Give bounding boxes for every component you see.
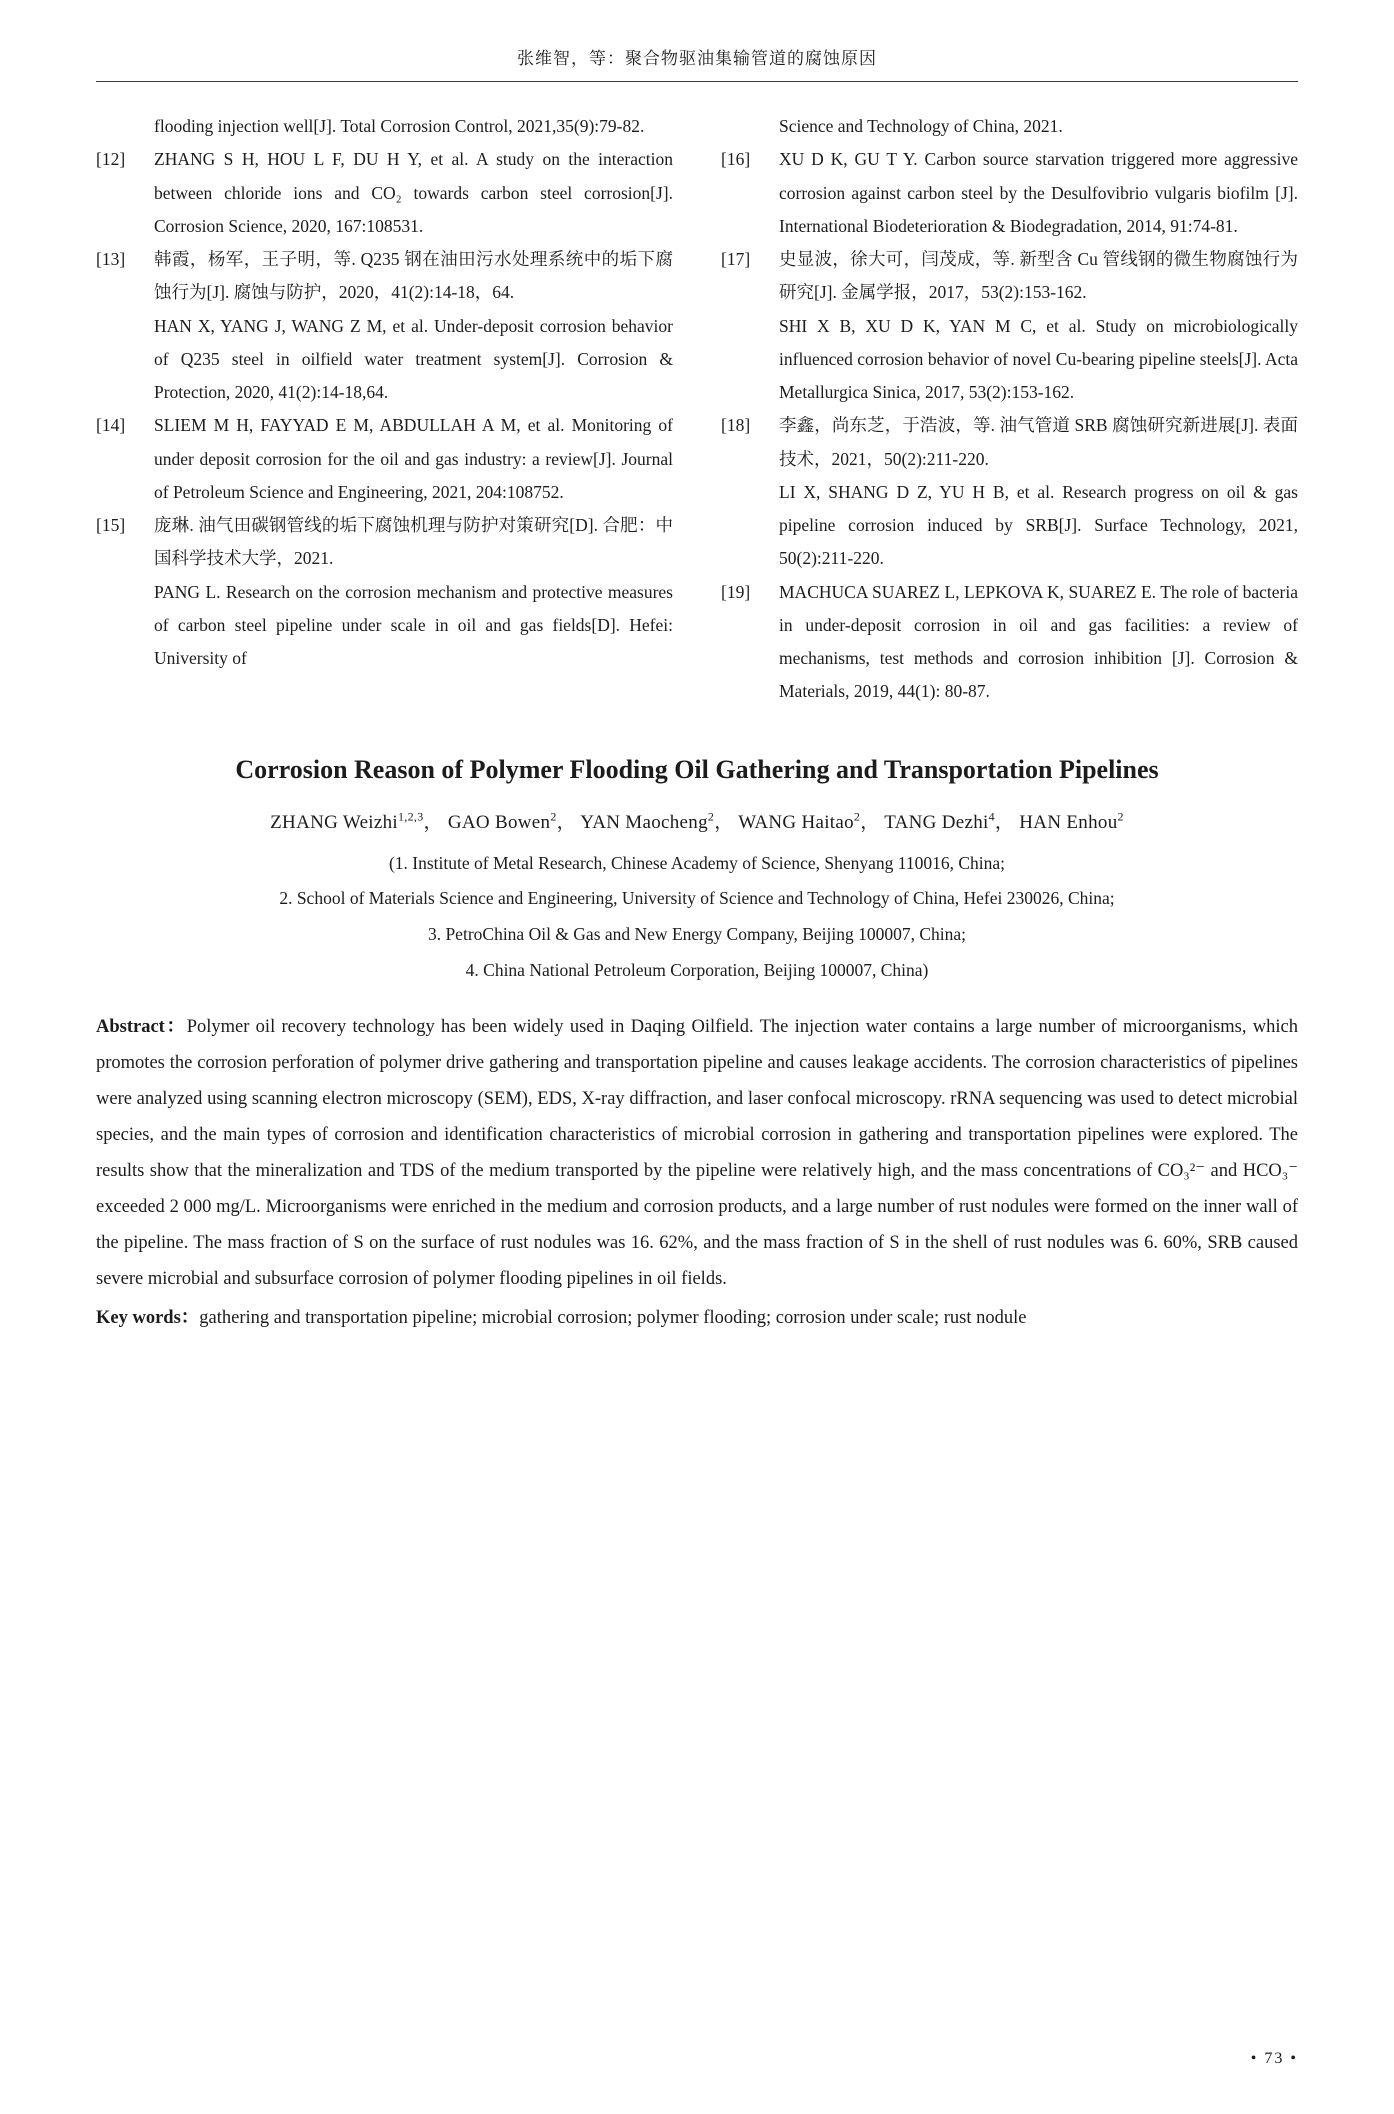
page-header xyxy=(96,44,1298,82)
author-name: WANG Haitao xyxy=(738,811,854,833)
reference-body xyxy=(154,143,673,243)
reference-body xyxy=(154,409,673,509)
author-name: GAO Bowen xyxy=(447,811,551,833)
reference-text: 韩霞，杨军，王子明，等. Q235 钢在油田污水处理系统中的垢下腐蚀行为[J]. 腐蚀与防护，2020，41(2):14-18，64. xyxy=(154,249,673,303)
reference-text: PANG L. Research on the corrosion mechanism and protective measures of carbon steel pipeline under scale in oil and gas fields[D]. Hefei: University of xyxy=(154,581,673,668)
reference-entry xyxy=(96,409,673,509)
keywords-paragraph xyxy=(96,1300,1298,1336)
author-separator: ， xyxy=(714,811,739,833)
affiliations xyxy=(96,846,1298,990)
keywords-label: Key words： xyxy=(96,1307,200,1328)
reference-body xyxy=(154,110,673,143)
keywords-text: gathering and transportation pipeline; microbial corrosion; polymer flooding; corrosion under scale; rust nodule xyxy=(199,1307,1027,1328)
author-separator: ， xyxy=(423,811,448,833)
reference-body xyxy=(779,409,1298,575)
reference-entry xyxy=(96,143,673,243)
author-name: TANG Dezhi xyxy=(884,811,989,833)
author-superscript: 4 xyxy=(988,809,995,824)
author xyxy=(884,809,1020,833)
article-header xyxy=(96,755,1298,990)
reference-id: [17] xyxy=(721,249,751,269)
reference-text: 庞琳. 油气田碳钢管线的垢下腐蚀机理与防护对策研究[D]. 合肥：中国科学技术大学，2021. xyxy=(154,515,673,569)
reference-entry xyxy=(96,110,673,143)
author-name: HAN Enhou xyxy=(1019,811,1118,833)
references-section xyxy=(96,110,1298,709)
reference-id: [12] xyxy=(96,149,126,170)
reference-text: flooding injection well[J]. Total Corrosion Control, 2021,35(9):79-82. xyxy=(154,116,645,136)
author xyxy=(1019,809,1124,833)
reference-body xyxy=(154,509,673,675)
reference-text: Science and Technology of China, 2021. xyxy=(779,116,1063,136)
author xyxy=(738,809,885,833)
reference-body xyxy=(779,243,1298,409)
running-head: 张维智，等：聚合物驱油集输管道的腐蚀原因 xyxy=(517,49,877,68)
reference-text: ZHANG S H, HOU L F, DU H Y, et al. A study on the interaction between chloride ions and CO₂ towards carbon steel corrosion[J]. Corrosion Science, 2020, 167:108531. xyxy=(154,149,673,236)
reference-text: HAN X, YANG J, WANG Z M, et al. Under-deposit corrosion behavior of Q235 steel in oilfield water treatment system[J]. Corrosion & Protection, 2020, 41(2):14-18,64. xyxy=(154,315,673,402)
reference-text: SLIEM M H, FAYYAD E M, ABDULLAH A M, et al. Monitoring of under deposit corrosion for the oil and gas industry: a review[J]. Journal of Petroleum Science and Engineering, 2021, 204:108752. xyxy=(154,415,673,502)
author xyxy=(580,809,739,833)
reference-entry xyxy=(721,110,1298,143)
affiliation-line: 4. China National Petroleum Corporation, Beijing 100007, China) xyxy=(465,960,929,981)
reference-text: XU D K, GU T Y. Carbon source starvation triggered more aggressive corrosion against carbon steel by the Desulfovibrio vulgaris biofilm [J]. International Biodeterioration & Biodegradation, 2014, 91:74-81. xyxy=(779,149,1298,236)
reference-entry xyxy=(721,409,1298,575)
author-superscript: 1,2,3 xyxy=(398,809,424,824)
reference-id: [19] xyxy=(721,581,751,602)
reference-body xyxy=(779,110,1298,143)
reference-text: LI X, SHANG D Z, YU H B, et al. Research progress on oil & gas pipeline corrosion induced by SRB[J]. Surface Technology, 2021, 50(2):211-220. xyxy=(779,481,1298,569)
author-name: YAN Maocheng xyxy=(580,811,708,833)
reference-text: 李鑫，尚东芝，于浩波，等. 油气管道 SRB 腐蚀研究新进展[J]. 表面技术，2021，50(2):211-220. xyxy=(779,415,1298,469)
author-superscript: 2 xyxy=(707,809,715,824)
reference-text: MACHUCA SUAREZ L, LEPKOVA K, SUAREZ E. The role of bacteria in under-deposit corrosion in oil and gas facilities: a review of mechanisms, test methods and corrosion inhibition [J]. Corrosion & Materials, 2019, 44(1): 80-87. xyxy=(779,581,1298,702)
author-separator: ， xyxy=(860,811,885,833)
author-superscript: 2 xyxy=(550,809,557,824)
abstract-paragraph xyxy=(96,1009,1298,1298)
references-left-column xyxy=(96,110,673,709)
reference-entry xyxy=(721,143,1298,243)
reference-id: [15] xyxy=(96,515,126,535)
abstract-label: Abstract： xyxy=(96,1017,187,1037)
article-title: Corrosion Reason of Polymer Flooding Oil Gathering and Transportation Pipelines xyxy=(235,754,1159,784)
abstract-text: Polymer oil recovery technology has been widely used in Daqing Oilfield. The injection water contains a large number of microorganisms, which promotes the corrosion perforation of polymer drive gathering and transportation pipeline and causes leakage accidents. The corrosion characteristics of pipelines were analyzed using scanning electron microscopy (SEM), EDS, X-ray diffraction, and laser confocal microscopy. rRNA sequencing was used to detect microbial species, and the main types of corrosion and identification characteristics of microbial corrosion in gathering and transportation pipelines were explored. The results show that the mineralization and TDS of the medium transported by the pipeline were relatively high, and the mass concentrations of CO₃²⁻ and HCO₃⁻ exceeded 2 000 mg/L. Microorganisms were enriched in the medium and corrosion products, and a large number of rust nodules were formed on the inner wall of the pipeline. The mass fraction of S on the surface of rust nodules was 16. 62%, and the mass fraction of S in the shell of rust nodules was 6. 60%, SRB caused severe microbial and subsurface corrosion of polymer flooding pipelines in oil fields. xyxy=(96,1017,1298,1290)
author-superscript: 2 xyxy=(853,809,861,824)
affiliation-line: 3. PetroChina Oil & Gas and New Energy Company, Beijing 100007, China; xyxy=(427,924,967,945)
reference-text: 史显波，徐大可，闫茂成，等. 新型含 Cu 管线钢的微生物腐蚀行为研究[J]. 金属学报，2017，53(2):153-162. xyxy=(779,249,1298,303)
reference-id xyxy=(721,110,779,143)
reference-entry xyxy=(721,576,1298,709)
affiliation-line: (1. Institute of Metal Research, Chinese Academy of Science, Shenyang 110016, China; xyxy=(388,852,1006,873)
author-superscript: 2 xyxy=(1117,809,1124,824)
author-name: ZHANG Weizhi xyxy=(270,811,398,833)
reference-entry xyxy=(96,243,673,409)
reference-id: [13] xyxy=(96,249,126,269)
reference-body xyxy=(779,143,1298,243)
reference-entry xyxy=(721,243,1298,409)
reference-entry xyxy=(96,509,673,675)
reference-id: [18] xyxy=(721,415,751,436)
reference-body xyxy=(779,576,1298,709)
author-separator: ， xyxy=(556,811,581,833)
author xyxy=(447,809,581,833)
reference-id: [16] xyxy=(721,149,751,170)
author-separator: ， xyxy=(994,811,1020,833)
affiliation-line: 2. School of Materials Science and Engineering, University of Science and Technology of China, Hefei 230026, China; xyxy=(279,888,1115,909)
author-line xyxy=(96,807,1298,834)
reference-id: [14] xyxy=(96,415,126,436)
reference-text: SHI X B, XU D K, YAN M C, et al. Study on microbiologically influenced corrosion behavior of novel Cu-bearing pipeline steels[J]. Acta Metallurgica Sinica, 2017, 53(2):153-162. xyxy=(779,315,1298,402)
header-rule xyxy=(96,81,1298,82)
reference-id xyxy=(96,110,154,143)
page-number: • 73 • xyxy=(1250,2050,1298,2067)
reference-body xyxy=(154,243,673,409)
references-right-column xyxy=(721,110,1298,709)
author xyxy=(270,809,448,833)
